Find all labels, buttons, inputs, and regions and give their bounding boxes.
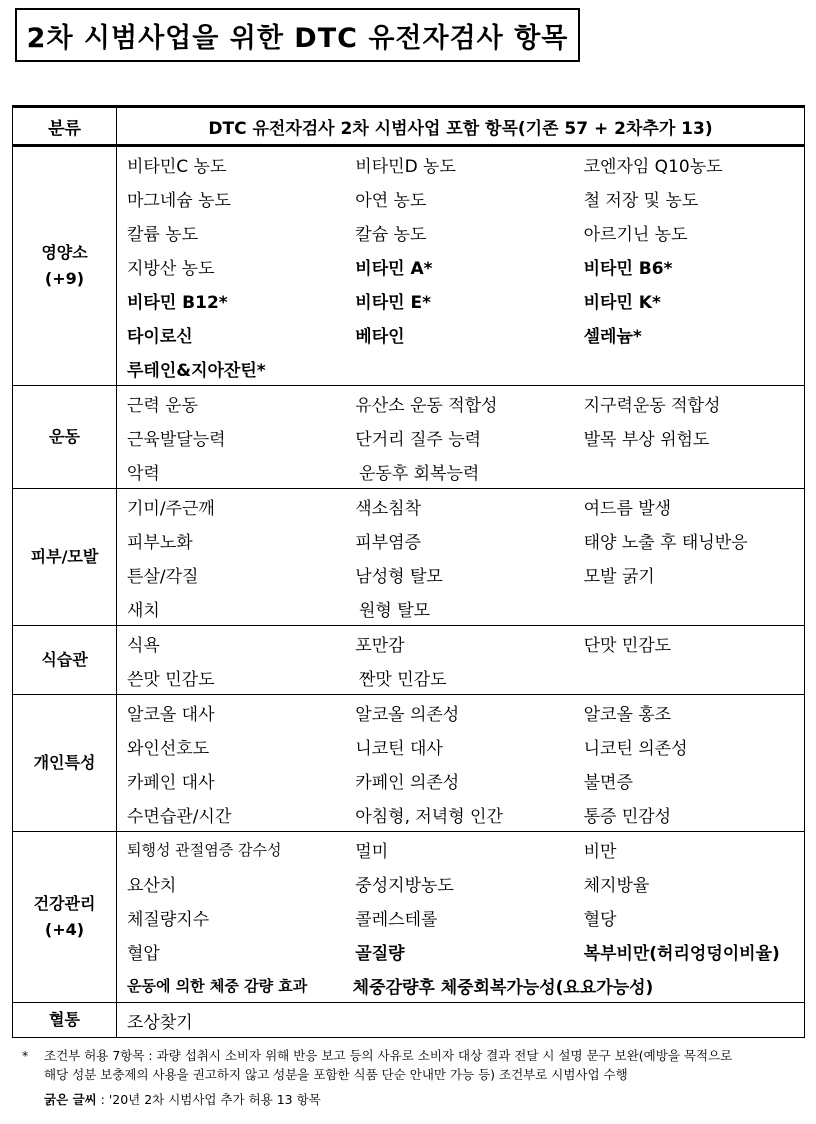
- test-item: 색소침착: [355, 498, 421, 519]
- test-item: 철 저장 및 농도: [583, 190, 699, 211]
- test-item: 혈당: [583, 909, 617, 930]
- test-item: 근육발달능력: [127, 429, 226, 450]
- test-item: 골질량: [355, 943, 405, 964]
- items-cell: [117, 1003, 805, 1038]
- test-item: 유산소 운동 적합성: [355, 395, 498, 416]
- test-item: 베타인: [355, 326, 405, 347]
- item-row: [117, 420, 804, 454]
- page-title: 2차 시범사업을 위한 DTC 유전자검사 항목: [15, 8, 580, 62]
- footnote-asterisk: *: [22, 1048, 29, 1063]
- items-cell: [117, 489, 805, 626]
- test-item: 아르기닌 농도: [583, 224, 688, 245]
- category-cell: [13, 146, 117, 386]
- test-item: 쓴맛 민감도: [127, 669, 215, 690]
- item-row: [117, 489, 804, 523]
- test-item: 기미/주근깨: [127, 498, 215, 519]
- item-row: [117, 695, 804, 729]
- table-row: [13, 489, 805, 626]
- items-cell: [117, 626, 805, 695]
- test-item: 지방산 농도: [127, 258, 215, 279]
- category-cell: [13, 489, 117, 626]
- item-row: [117, 934, 804, 968]
- category-name: 영양소: [41, 243, 88, 262]
- category-name: 혈통: [49, 1010, 80, 1029]
- test-item: 멀미: [355, 841, 389, 862]
- test-item: 와인선호도: [127, 738, 210, 759]
- test-item: 체지방율: [583, 875, 650, 896]
- test-item: 알코올 대사: [127, 704, 215, 725]
- item-row: [117, 626, 804, 660]
- table-row: [13, 626, 805, 695]
- items-cell: [117, 832, 805, 1003]
- items-cell: [117, 386, 805, 489]
- test-item: 단맛 민감도: [583, 635, 672, 656]
- category-cell: [13, 695, 117, 832]
- category-name: 운동: [49, 427, 80, 446]
- test-item: 통증 민감성: [583, 806, 672, 827]
- test-item: 비타민 K*: [583, 292, 661, 313]
- footnote-conditional: [44, 1046, 812, 1084]
- header-items: DTC 유전자검사 2차 시범사업 포함 항목(기존 57 + 2차추가 13): [117, 107, 805, 146]
- test-item: 비만: [583, 841, 617, 862]
- item-row: [117, 351, 804, 385]
- test-item: 칼륨 농도: [127, 224, 199, 245]
- item-row: [117, 249, 804, 283]
- test-item: 식욕: [127, 635, 160, 656]
- test-item: 운동후 회복능력: [359, 463, 480, 484]
- item-row: [117, 557, 804, 591]
- test-item: 복부비만(허리엉덩이비율): [583, 943, 780, 964]
- test-item: 여드름 발생: [583, 498, 672, 519]
- category-cell: [13, 386, 117, 489]
- item-row: [117, 763, 804, 797]
- test-item: 비타민 A*: [355, 258, 433, 279]
- test-item: 피부노화: [127, 532, 193, 553]
- test-item: 남성형 탈모: [355, 566, 443, 587]
- test-item: 비타민 B6*: [583, 258, 673, 279]
- category-cell: [13, 1003, 117, 1038]
- item-row: [117, 147, 804, 181]
- test-item: 카페인 의존성: [355, 772, 460, 793]
- test-item: 단거리 질주 능력: [355, 429, 482, 450]
- test-item: 모발 굵기: [583, 566, 655, 587]
- table-row: [13, 1003, 805, 1038]
- table-row: [13, 146, 805, 386]
- test-item: 비타민 E*: [355, 292, 431, 313]
- item-row: [117, 900, 804, 934]
- test-item: 체중감량후 체중회복가능성(요요가능성): [352, 977, 654, 998]
- test-item: 짠맛 민감도: [359, 669, 447, 690]
- footnote-bold-legend: [44, 1090, 812, 1109]
- test-item: 셀레늄*: [583, 326, 642, 347]
- test-item: 아연 농도: [355, 190, 427, 211]
- footnotes: [22, 1046, 812, 1109]
- test-item: 아침형, 저녁형 인간: [355, 806, 503, 827]
- category-cell: [13, 626, 117, 695]
- table-header-row: [13, 107, 805, 146]
- category-name: 건강관리: [33, 894, 96, 913]
- test-item: 루테인&지아잔틴*: [127, 360, 266, 381]
- test-item: 마그네슘 농도: [127, 190, 231, 211]
- table-row: [13, 695, 805, 832]
- test-item: 튼살/각질: [127, 566, 199, 587]
- category-added-count: (+9): [44, 269, 85, 288]
- test-item: 악력: [127, 463, 160, 484]
- test-items-table: [12, 105, 805, 1038]
- item-row: [117, 729, 804, 763]
- test-item: 비타민 B12*: [127, 292, 228, 313]
- test-item: 체질량지수: [127, 909, 210, 930]
- item-row: [117, 832, 804, 866]
- item-row: [117, 454, 804, 488]
- test-item: 불면증: [583, 772, 633, 793]
- category-added-count: (+4): [44, 920, 85, 939]
- test-item: 새치: [127, 600, 160, 621]
- test-item: 요산치: [127, 875, 177, 896]
- test-item: 코엔자임 Q10농도: [583, 156, 723, 177]
- category-name: 식습관: [41, 650, 88, 669]
- item-row: [117, 866, 804, 900]
- test-item: 운동에 의한 체중 감량 효과: [127, 976, 308, 995]
- test-item: 니코틴 대사: [355, 738, 443, 759]
- test-item: 비타민D 농도: [355, 156, 456, 177]
- test-item: 비타민C 농도: [127, 156, 227, 177]
- item-row: [117, 660, 804, 694]
- header-category: 분류: [13, 107, 117, 146]
- test-item: 발목 부상 위험도: [583, 429, 710, 450]
- test-item: 니코틴 의존성: [583, 738, 688, 759]
- test-item: 지구력운동 적합성: [583, 395, 721, 416]
- table-row: [13, 832, 805, 1003]
- test-item: 태양 노출 후 태닝반응: [583, 532, 748, 553]
- item-row: [117, 215, 804, 249]
- bold-legend-desc: : '20년 2차 시범사업 추가 허용 13 항목: [96, 1092, 321, 1107]
- category-cell: [13, 832, 117, 1003]
- test-item: 칼슘 농도: [355, 224, 427, 245]
- category-name: 개인특성: [33, 753, 96, 772]
- item-row: [117, 523, 804, 557]
- item-row: [117, 1003, 804, 1037]
- test-item: 퇴행성 관절염증 감수성: [127, 840, 282, 859]
- items-cell: [117, 695, 805, 832]
- test-item: 원형 탈모: [359, 600, 431, 621]
- test-item: 카페인 대사: [127, 772, 215, 793]
- item-row: [117, 283, 804, 317]
- item-row: [117, 181, 804, 215]
- test-item: 근력 운동: [127, 395, 199, 416]
- test-item: 알코올 홍조: [583, 704, 672, 725]
- category-name: 피부/모발: [30, 547, 99, 566]
- test-item: 알코올 의존성: [355, 704, 460, 725]
- item-row: [117, 797, 804, 831]
- test-item: 중성지방농도: [355, 875, 454, 896]
- test-item: 타이로신: [127, 326, 193, 347]
- test-item: 수면습관/시간: [127, 806, 232, 827]
- test-item: 혈압: [127, 943, 160, 964]
- test-item: 조상찾기: [127, 1012, 193, 1033]
- item-row: [117, 591, 804, 625]
- table-row: [13, 386, 805, 489]
- footnote-line-1: 조건부 허용 7항목 : 과량 섭취시 소비자 위해 반응 보고 등의 사유로 소비자 대상 결과 전달 시 설명 문구 보완(예방을 목적으로: [44, 1048, 733, 1063]
- items-cell: [117, 146, 805, 386]
- item-row: [117, 386, 804, 420]
- test-item: 피부염증: [355, 532, 421, 553]
- bold-legend-label: 굵은 글씨: [44, 1092, 97, 1107]
- footnote-line-2: 해당 성분 보충제의 사용을 권고하지 않고 성분을 포함한 식품 단순 안내만 가능 등) 조건부로 시범사업 수행: [44, 1067, 628, 1082]
- test-item: 포만감: [355, 635, 405, 656]
- item-row: [117, 968, 804, 1002]
- item-row: [117, 317, 804, 351]
- test-item: 콜레스테롤: [355, 909, 438, 930]
